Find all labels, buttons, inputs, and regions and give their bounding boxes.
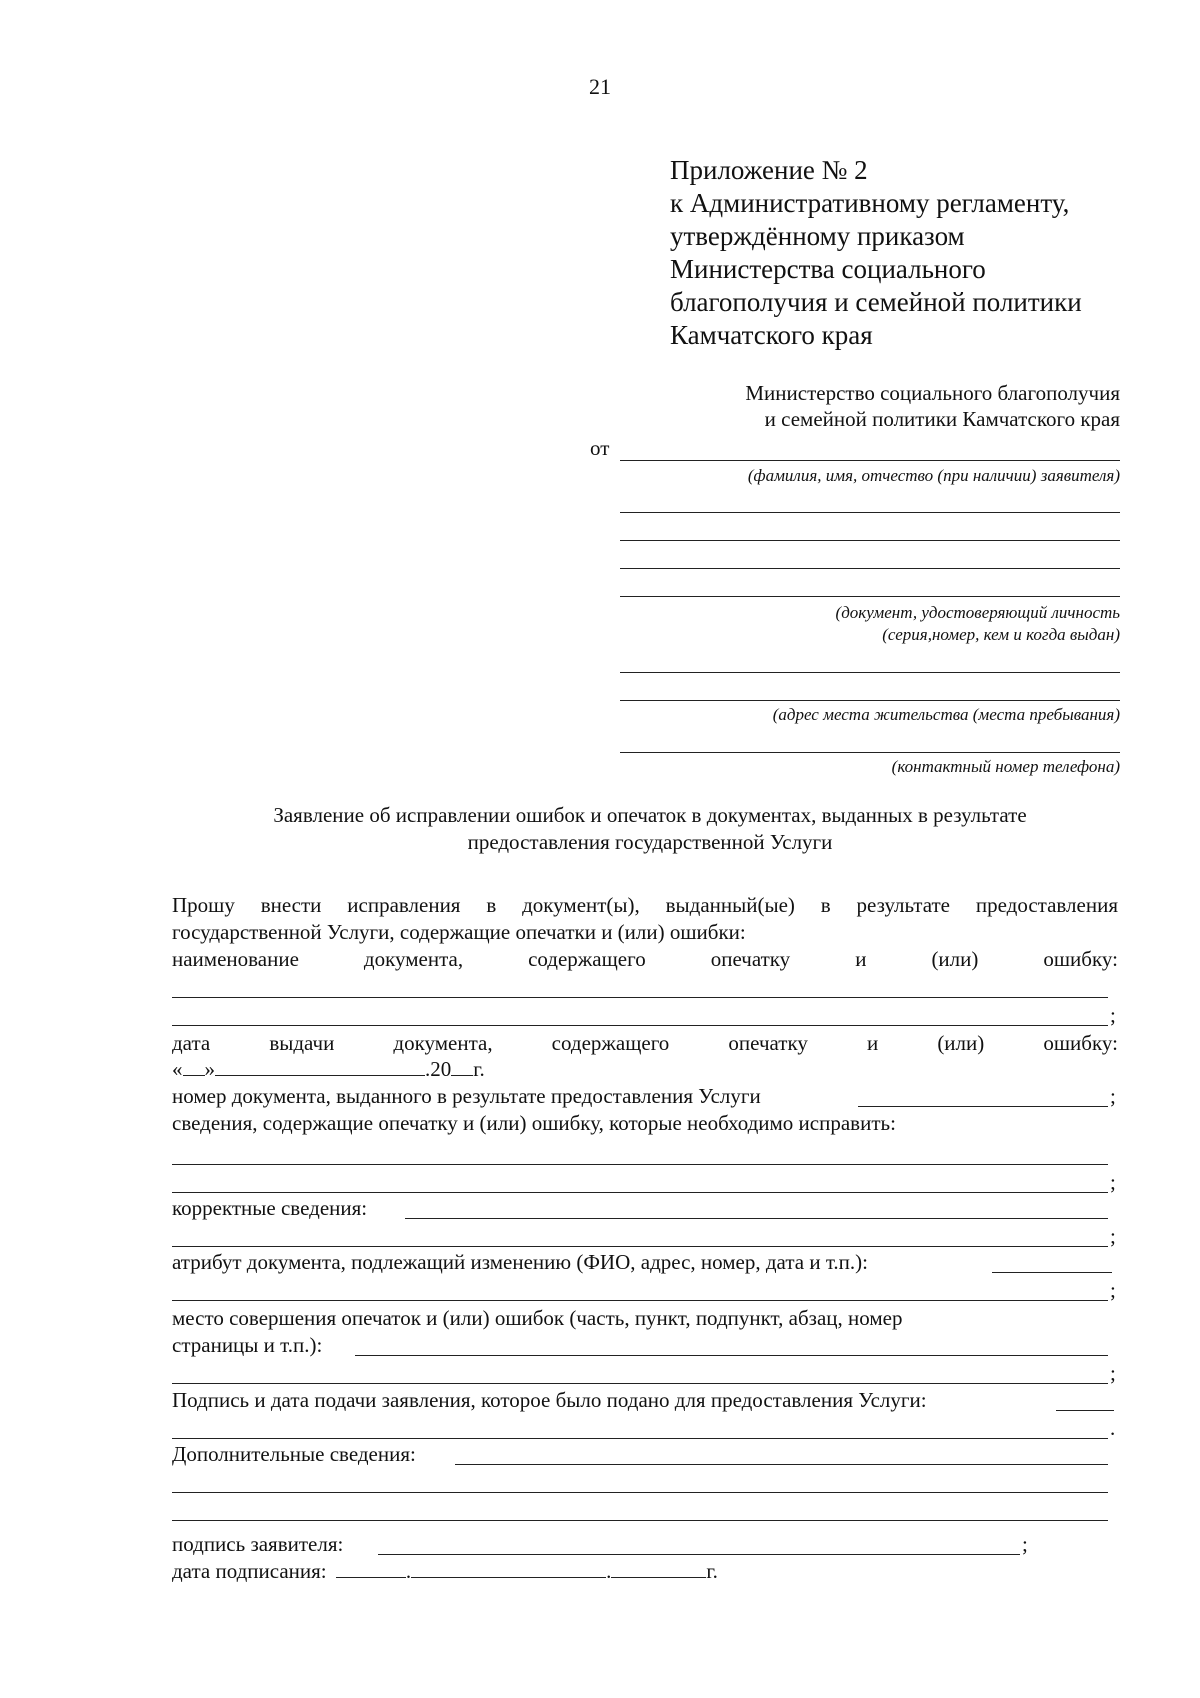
address-field[interactable] (620, 700, 1120, 701)
semicolon: ; (1110, 1003, 1116, 1027)
signing-date-row: дата подписания: . . г. (172, 1559, 718, 1583)
appendix-header (670, 154, 1082, 352)
error-place-label-2: страницы и т.п.): (172, 1333, 323, 1357)
address-caption: (адрес места жительства (места пребывания) (772, 705, 1120, 724)
semicolon: ; (1110, 1170, 1116, 1194)
submission-signature-field[interactable] (1056, 1410, 1114, 1411)
addressee-line: Министерство социального благополучия (745, 381, 1120, 405)
issue-date-row: « » .20 г. (172, 1057, 485, 1081)
submission-signature-label: Подпись и дата подачи заявления, которое было подано для предоставления Услуги: (172, 1388, 927, 1412)
application-title (120, 802, 1180, 856)
issue-day-field[interactable] (183, 1075, 205, 1076)
error-place-label-1: место совершения опечаток и (или) ошибок (часть, пункт, подпункт, абзац, номер (172, 1306, 903, 1330)
submission-signature-field[interactable] (172, 1438, 1108, 1439)
additional-info-field[interactable] (455, 1464, 1108, 1465)
correct-info-field[interactable] (172, 1246, 1108, 1247)
attribute-field[interactable] (992, 1272, 1112, 1273)
fio-caption: (фамилия, имя, отчество (при наличии) заявителя) (747, 466, 1120, 485)
phone-caption: (контактный номер телефона) (891, 757, 1120, 776)
semicolon: ; (1110, 1224, 1116, 1248)
error-place-field[interactable] (355, 1355, 1108, 1356)
document-caption-1: (документ, удостоверяющий личность (835, 603, 1120, 622)
error-place-field[interactable] (172, 1383, 1108, 1384)
appendix-line: Камчатского края (670, 320, 873, 350)
appendix-line: Приложение № 2 (670, 155, 868, 185)
page-number: 21 (589, 74, 611, 99)
additional-info-label: Дополнительные сведения: (172, 1442, 416, 1466)
applicant-signature-field[interactable] (378, 1554, 1020, 1555)
attribute-label: атрибут документа, подлежащий изменению (ФИО, адрес, номер, дата и т.п.): (172, 1250, 868, 1274)
signing-year-field[interactable] (611, 1577, 706, 1578)
semicolon: ; (1110, 1278, 1116, 1302)
phone-field[interactable] (620, 752, 1120, 753)
applicant-signature-label: подпись заявителя: (172, 1532, 344, 1556)
correct-info-label: корректные сведения: (172, 1196, 368, 1220)
addressee-line: и семейной политики Камчатского края (764, 407, 1120, 431)
id-document-field[interactable] (620, 540, 1120, 541)
intro-line-2: государственной Услуги, содержащие опечатки и (или) ошибки: (172, 920, 746, 944)
additional-info-field[interactable] (172, 1492, 1108, 1493)
appendix-line: утверждённому приказом (670, 221, 965, 251)
signing-month-field[interactable] (411, 1577, 606, 1578)
appendix-line: благополучия и семейной политики (670, 287, 1082, 317)
error-info-field[interactable] (172, 1164, 1108, 1165)
document-caption-2: (серия,номер, кем и когда выдан) (882, 625, 1120, 644)
id-document-field[interactable] (620, 512, 1120, 513)
attribute-field[interactable] (172, 1300, 1108, 1301)
period: . (1110, 1416, 1116, 1440)
error-info-field[interactable] (172, 1192, 1108, 1193)
correct-info-field[interactable] (405, 1218, 1108, 1219)
id-document-field[interactable] (620, 568, 1120, 569)
issue-date-label: дата выдачи документа, содержащего опечатку и (или) ошибку: (172, 1031, 1118, 1055)
title-line: Заявление об исправлении ошибок и опечаток в документах, выданных в результате (273, 803, 1027, 827)
applicant-name-field[interactable] (620, 460, 1120, 461)
id-document-field[interactable] (620, 596, 1120, 597)
issue-year-field[interactable] (451, 1075, 473, 1076)
semicolon: ; (1110, 1084, 1116, 1108)
doc-number-field[interactable] (858, 1106, 1108, 1107)
additional-info-field[interactable] (172, 1520, 1108, 1521)
semicolon: ; (1022, 1532, 1028, 1556)
appendix-line: к Административному регламенту, (670, 188, 1070, 218)
appendix-line: Министерства социального (670, 254, 986, 284)
intro-line-1: Прошу внести исправления в документ(ы), выданный(ые) в результате предоставления (172, 893, 1118, 917)
from-label: от (590, 436, 610, 460)
doc-number-label: номер документа, выданного в результате предоставления Услуги (172, 1084, 761, 1108)
address-field[interactable] (620, 672, 1120, 673)
document-name-label: наименование документа, содержащего опечатку и (или) ошибку: (172, 947, 1118, 971)
signing-day-field[interactable] (336, 1577, 406, 1578)
document-name-field[interactable] (172, 997, 1108, 998)
addressee-block (745, 380, 1120, 432)
error-info-label: сведения, содержащие опечатку и (или) ошибку, которые необходимо исправить: (172, 1111, 896, 1135)
issue-month-field[interactable] (215, 1075, 425, 1076)
semicolon: ; (1110, 1361, 1116, 1385)
document-name-field[interactable] (172, 1025, 1108, 1026)
title-line: предоставления государственной Услуги (467, 830, 833, 854)
